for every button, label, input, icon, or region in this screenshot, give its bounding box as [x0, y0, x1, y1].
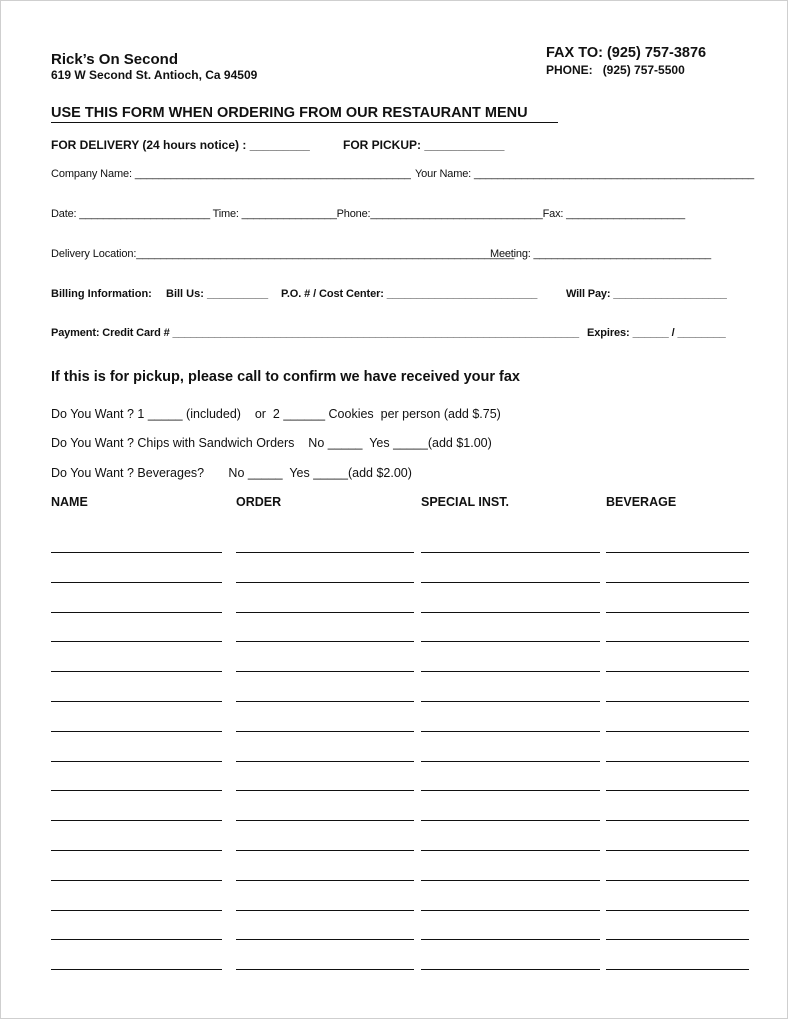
name-entry-line[interactable]	[51, 910, 222, 911]
special-inst-entry-line[interactable]	[421, 880, 600, 881]
beverage-entry-line[interactable]	[606, 582, 749, 583]
business-address: 619 W Second St. Antioch, Ca 94509	[51, 68, 258, 82]
order-entry-line[interactable]	[236, 910, 414, 911]
name-entry-line[interactable]	[51, 582, 222, 583]
special-inst-entry-line[interactable]	[421, 969, 600, 970]
phone-number: (925) 757-5500	[602, 63, 685, 77]
date-time-phone-fax-field[interactable]: Date: ______________________ Time: ________________Phone:_____________________________Fax: ____________________	[51, 208, 685, 220]
beverage-entry-line[interactable]	[606, 701, 749, 702]
beverage-entry-line[interactable]	[606, 761, 749, 762]
column-header-order: ORDER	[236, 495, 282, 509]
name-entry-line[interactable]	[51, 761, 222, 762]
order-entry-line[interactable]	[236, 641, 414, 642]
special-inst-entry-line[interactable]	[421, 910, 600, 911]
pickup-field[interactable]: FOR PICKUP: ____________	[343, 138, 505, 152]
meeting-field[interactable]: Meeting: ______________________________	[490, 248, 711, 260]
beverage-entry-line[interactable]	[606, 850, 749, 851]
will-pay-field[interactable]: Will Pay: ___________________	[566, 288, 727, 300]
beverage-entry-line[interactable]	[606, 969, 749, 970]
beverage-entry-line[interactable]	[606, 612, 749, 613]
column-header-name: NAME	[51, 495, 88, 509]
special-inst-entry-line[interactable]	[421, 552, 600, 553]
beverage-entry-line[interactable]	[606, 641, 749, 642]
special-inst-entry-line[interactable]	[421, 939, 600, 940]
order-entry-line[interactable]	[236, 731, 414, 732]
cookies-question[interactable]: Do You Want ? 1 _____ (included) or 2 ______ Cookies per person (add $.75)	[51, 407, 501, 421]
credit-card-field[interactable]: Payment: Credit Card # ____________________________________________________________________	[51, 327, 579, 339]
order-entry-line[interactable]	[236, 969, 414, 970]
name-entry-line[interactable]	[51, 939, 222, 940]
beverage-entry-line[interactable]	[606, 939, 749, 940]
phone-label: PHONE:	[546, 63, 593, 77]
billing-information-label: Billing Information:	[51, 288, 152, 300]
order-entry-line[interactable]	[236, 612, 414, 613]
fax-number: FAX TO: (925) 757-3876	[546, 45, 707, 61]
name-entry-line[interactable]	[51, 850, 222, 851]
your-name-field[interactable]: Your Name: _______________________________________________	[415, 168, 754, 180]
company-name-field[interactable]: Company Name: ______________________________________________	[51, 168, 411, 180]
beverage-entry-line[interactable]	[606, 820, 749, 821]
bill-us-field[interactable]: Bill Us: __________	[166, 288, 269, 300]
business-name: Rick’s On Second	[51, 51, 178, 68]
title-underline	[51, 122, 558, 123]
beverage-entry-line[interactable]	[606, 790, 749, 791]
name-entry-line[interactable]	[51, 969, 222, 970]
order-entry-line[interactable]	[236, 552, 414, 553]
name-entry-line[interactable]	[51, 731, 222, 732]
beverage-entry-line[interactable]	[606, 880, 749, 881]
delivery-field[interactable]: FOR DELIVERY (24 hours notice) : _________	[51, 138, 310, 152]
name-entry-line[interactable]	[51, 880, 222, 881]
chips-question[interactable]: Do You Want ? Chips with Sandwich Orders No _____ Yes _____(add $1.00)	[51, 436, 492, 450]
special-inst-entry-line[interactable]	[421, 761, 600, 762]
beverage-entry-line[interactable]	[606, 552, 749, 553]
name-entry-line[interactable]	[51, 552, 222, 553]
special-inst-entry-line[interactable]	[421, 701, 600, 702]
beverage-entry-line[interactable]	[606, 910, 749, 911]
special-inst-entry-line[interactable]	[421, 671, 600, 672]
name-entry-line[interactable]	[51, 820, 222, 821]
order-entry-line[interactable]	[236, 850, 414, 851]
pickup-confirmation-note: If this is for pickup, please call to confirm we have received your fax	[51, 369, 520, 385]
po-cost-center-field[interactable]: P.O. # / Cost Center: _________________________	[281, 288, 538, 300]
order-entry-line[interactable]	[236, 880, 414, 881]
order-entry-line[interactable]	[236, 671, 414, 672]
form-title: USE THIS FORM WHEN ORDERING FROM OUR RESTAURANT MENU	[51, 105, 528, 121]
column-header-special-inst: SPECIAL INST.	[421, 495, 509, 509]
name-entry-line[interactable]	[51, 790, 222, 791]
special-inst-entry-line[interactable]	[421, 612, 600, 613]
beverages-question[interactable]: Do You Want ? Beverages? No _____ Yes _____(add $2.00)	[51, 466, 412, 480]
order-entry-line[interactable]	[236, 582, 414, 583]
order-entry-line[interactable]	[236, 939, 414, 940]
name-entry-line[interactable]	[51, 671, 222, 672]
beverage-entry-line[interactable]	[606, 671, 749, 672]
beverage-entry-line[interactable]	[606, 731, 749, 732]
special-inst-entry-line[interactable]	[421, 641, 600, 642]
column-header-beverage: BEVERAGE	[606, 495, 677, 509]
special-inst-entry-line[interactable]	[421, 850, 600, 851]
name-entry-line[interactable]	[51, 641, 222, 642]
special-inst-entry-line[interactable]	[421, 790, 600, 791]
delivery-location-field[interactable]: Delivery Location:_______________________________________________________________	[51, 248, 515, 260]
special-inst-entry-line[interactable]	[421, 731, 600, 732]
name-entry-line[interactable]	[51, 701, 222, 702]
order-entry-line[interactable]	[236, 761, 414, 762]
name-entry-line[interactable]	[51, 612, 222, 613]
order-entry-line[interactable]	[236, 790, 414, 791]
order-entry-line[interactable]	[236, 701, 414, 702]
phone-line	[546, 63, 685, 77]
special-inst-entry-line[interactable]	[421, 582, 600, 583]
expires-field[interactable]: Expires: ______ / ________	[587, 327, 726, 339]
order-entry-line[interactable]	[236, 820, 414, 821]
special-inst-entry-line[interactable]	[421, 820, 600, 821]
